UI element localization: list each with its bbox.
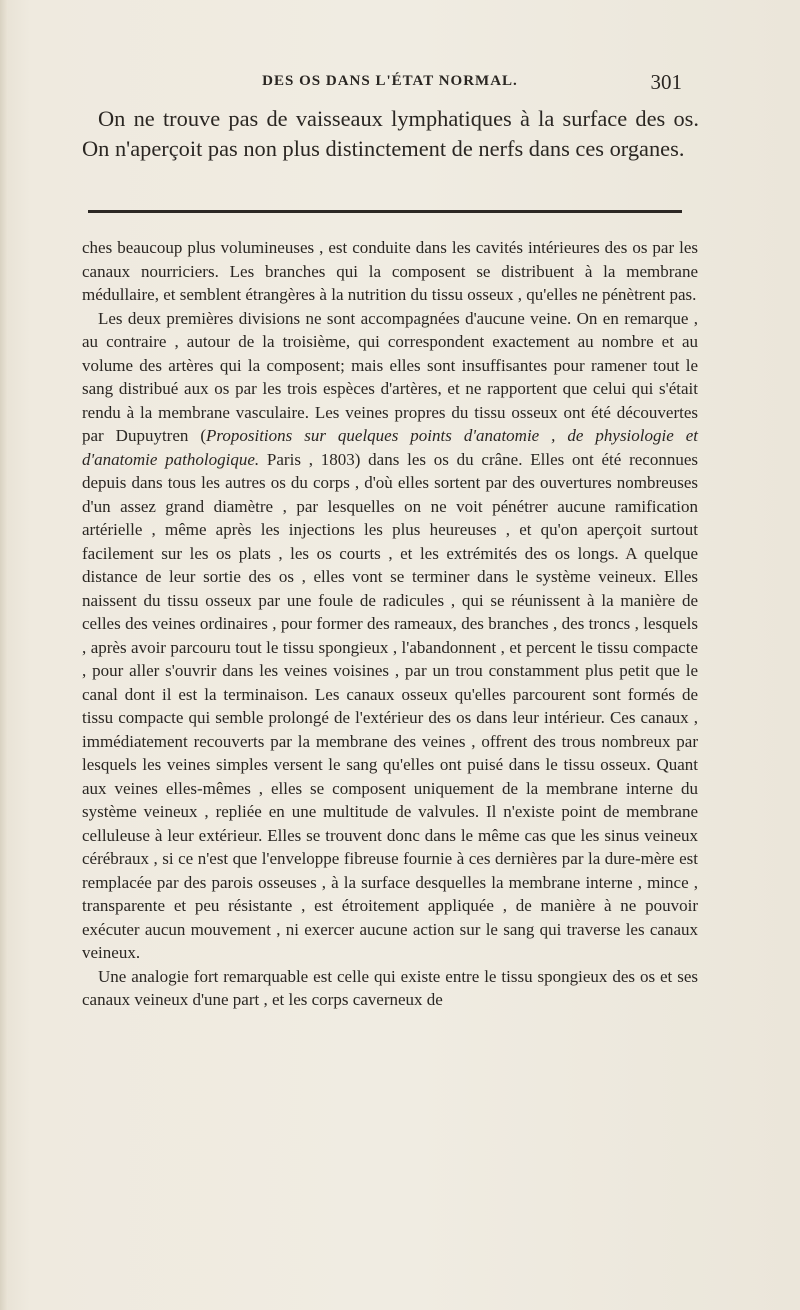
binding-edge [0,0,8,1310]
footnote-paragraph-2 [82,307,698,965]
running-head [80,70,700,100]
footnote-paragraph-1: ches beaucoup plus volumineuses , est conduite dans les cavités intérieures des os par les canaux nourriciers. Les branches qui la composent se distribuent à la membrane médullaire, et semblent étrangères à la nutrition du tissu osseux , qu'elles ne pénètrent pas. [82,238,698,304]
footnote-text [82,236,698,1012]
footnote-paragraph-3: Une analogie fort remarquable est celle qui existe entre le tissu spongieux des os et ses canaux veineux d'une part , et les corps caverneux de [82,966,698,1009]
footnote-separator-rule [88,210,682,213]
citation-title: Propositions sur quelques points d'anatomie , de physiologie et d'anatomie pathologique. [82,426,698,469]
footnote-p2-text-b: Paris , 1803) dans les os du crâne. Elles ont été reconnues depuis dans tous les autres os du corps , d'où elles sortent par des ouvertures nombreuses d'un assez grand diamètre , par lesquelles on ne voit pénétrer aucune ramification artérielle , même après les injections les plus heureuses , et qu'on aperçoit surtout facilement sur les os plats , les os courts , et les extrémités des os longs. A quelque distance de leur sortie des os , elles vont se terminer dans le système veineux. Elles naissent du tissu osseux par une foule de radicules , qui se réunissent à la manière de celles des veines ordinaires , pour former des rameaux, des branches , des troncs , lesquels , après avoir parcouru tout le tissu spongieux , l'abandonnent , et percent le tissu compacte , pour aller s'ouvrir dans les veines voisines , par un trou constamment plus petit que le canal dont il est la terminaison. Les canaux osseux qu'elles parcourent sont formés de tissu compacte qui semble prolongé de l'extérieur des os dans leur intérieur. Ces canaux , immédiatement recouverts par la membrane des veines , offrent des trous nombreux par lesquels les veines simples versent le sang qu'elles ont puisé dans le tissu osseux. Quant aux veines elles-mêmes , elles se composent uniquement de la membrane interne du système veineux , repliée en une multitude de valvules. Il n'existe point de membrane celluleuse à leur extérieur. Elles se trouvent donc dans le même cas que les sinus veineux cérébraux , si ce n'est que l'enveloppe fibreuse fournie à ces dernières par la dure-mère est remplacée par des parois osseuses , à la surface desquelles la membrane interne , mince , transparente et peu résistante , est étroitement appliquée , de manière à ne pouvoir exécuter aucun mouvement , ni exercer aucune action sur le sang qui traverse les canaux veineux. [82,449,699,962]
main-text [82,104,699,164]
page-number: 301 [650,70,682,94]
footnote-p2-text-a: Les deux premières divisions ne sont accompagnées d'aucune veine. On en remarque , au contraire , autour de la troisième, qui correspondent exactement au nombre et au volume des artères qui la composent; mais elles sont insuffisantes pour ramener tout le sang distribué aux os par les trois espèces d'artères, et ne rapportent que celui qui s'était rendu à la membrane vasculaire. Les veines propres du tissu osseux ont été découvertes par Dupuytren ( [82,308,698,445]
main-paragraph: On ne trouve pas de vaisseaux lymphatiques à la surface des os. On n'aperçoit pas non plus distinctement de nerfs dans ces organes. [82,106,699,161]
running-title: DES OS DANS L'ÉTAT NORMAL. [262,73,518,89]
